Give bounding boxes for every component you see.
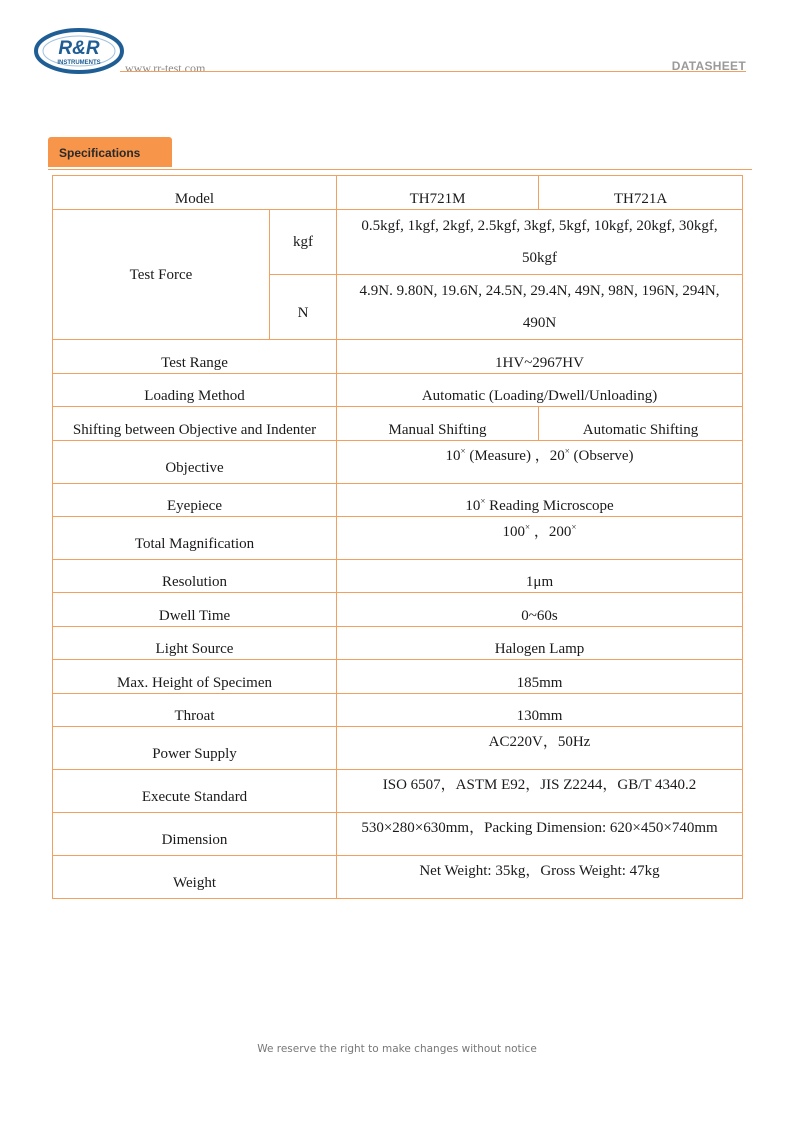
- table-row-weight: [53, 856, 743, 899]
- dimension-label: Dimension: [53, 813, 337, 856]
- table-row-dwell-time: [53, 593, 743, 627]
- weight-label: Weight: [53, 856, 337, 899]
- execute-standard-value: ISO 6507，ASTM E92，JIS Z2244，GB/T 4340.2: [337, 770, 743, 813]
- n-values: [337, 275, 743, 340]
- shifting-automatic: Automatic Shifting: [539, 407, 743, 441]
- kgf-values-line1: 0.5kgf, 1kgf, 2kgf, 2.5kgf, 3kgf, 5kgf, 10kgf, 20kgf, 30kgf,: [361, 218, 718, 234]
- table-row-throat: [53, 694, 743, 727]
- logo-text: R&R: [58, 38, 100, 59]
- n-unit: N: [270, 275, 337, 340]
- company-logo: [34, 28, 124, 74]
- test-range-value: 1HV~2967HV: [337, 340, 743, 374]
- kgf-unit: kgf: [270, 210, 337, 275]
- dimension-value: 530×280×630mm，Packing Dimension: 620×450×740mm: [337, 813, 743, 856]
- kgf-values-line2: 50kgf: [522, 250, 558, 266]
- magnification-value: 100× ，200×: [337, 517, 743, 560]
- dwell-time-label: Dwell Time: [53, 593, 337, 627]
- table-row-objective: [53, 441, 743, 484]
- footer-notice: We reserve the right to make changes without notice: [257, 1043, 537, 1055]
- resolution-label: Resolution: [53, 560, 337, 593]
- table-row-eyepiece: [53, 484, 743, 517]
- table-row-model: [53, 176, 743, 210]
- model-th721m: TH721M: [337, 176, 539, 210]
- section-divider: [48, 169, 752, 170]
- times-mark: ×: [571, 522, 577, 532]
- throat-value: 130mm: [337, 694, 743, 727]
- table-row-light-source: [53, 627, 743, 660]
- document-type: DATASHEET: [671, 59, 746, 73]
- model-th721a: TH721A: [539, 176, 743, 210]
- times-mark: ×: [460, 446, 466, 456]
- light-source-label: Light Source: [53, 627, 337, 660]
- light-source-value: Halogen Lamp: [337, 627, 743, 660]
- website-link[interactable]: www.rr-test.com: [125, 61, 206, 75]
- max-height-label: Max. Height of Specimen: [53, 660, 337, 694]
- logo-subtext: INSTRUMENTS: [57, 60, 101, 66]
- resolution-value: 1μm: [337, 560, 743, 593]
- n-values-line1: 4.9N. 9.80N, 19.6N, 24.5N, 29.4N, 49N, 98N, 196N, 294N,: [359, 283, 720, 299]
- test-force-label: Test Force: [53, 210, 270, 340]
- throat-label: Throat: [53, 694, 337, 727]
- eyepiece-value: 10× Reading Microscope: [337, 484, 743, 517]
- table-row-power-supply: [53, 727, 743, 770]
- dwell-time-value: 0~60s: [337, 593, 743, 627]
- table-row-test-force-kgf: [53, 210, 743, 275]
- magnification-label: Total Magnification: [53, 517, 337, 560]
- weight-value: Net Weight: 35kg，Gross Weight: 47kg: [337, 856, 743, 899]
- model-label: Model: [53, 176, 337, 210]
- times-mark: ×: [525, 522, 531, 532]
- execute-standard-label: Execute Standard: [53, 770, 337, 813]
- kgf-values: [337, 210, 743, 275]
- loading-method-value: Automatic (Loading/Dwell/Unloading): [337, 374, 743, 407]
- table-row-max-height: [53, 660, 743, 694]
- objective-value: 10× (Measure) ，20× (Observe): [337, 441, 743, 484]
- table-row-resolution: [53, 560, 743, 593]
- test-range-label: Test Range: [53, 340, 337, 374]
- objective-label: Objective: [53, 441, 337, 484]
- n-values-line2: 490N: [522, 315, 557, 331]
- header-divider: [120, 71, 746, 72]
- table-row-test-range: [53, 340, 743, 374]
- table-row-shifting: [53, 407, 743, 441]
- power-supply-value: AC220V，50Hz: [337, 727, 743, 770]
- shifting-label: Shifting between Objective and Indenter: [53, 407, 337, 441]
- max-height-value: 185mm: [337, 660, 743, 694]
- table-row-execute-standard: [53, 770, 743, 813]
- table-row-dimension: [53, 813, 743, 856]
- section-title: Specifications: [48, 137, 172, 167]
- specifications-table: [52, 175, 743, 899]
- table-row-total-magnification: [53, 517, 743, 560]
- eyepiece-label: Eyepiece: [53, 484, 337, 517]
- loading-method-label: Loading Method: [53, 374, 337, 407]
- table-row-loading-method: [53, 374, 743, 407]
- times-mark: ×: [480, 496, 486, 506]
- times-mark: ×: [564, 446, 570, 456]
- power-supply-label: Power Supply: [53, 727, 337, 770]
- shifting-manual: Manual Shifting: [337, 407, 539, 441]
